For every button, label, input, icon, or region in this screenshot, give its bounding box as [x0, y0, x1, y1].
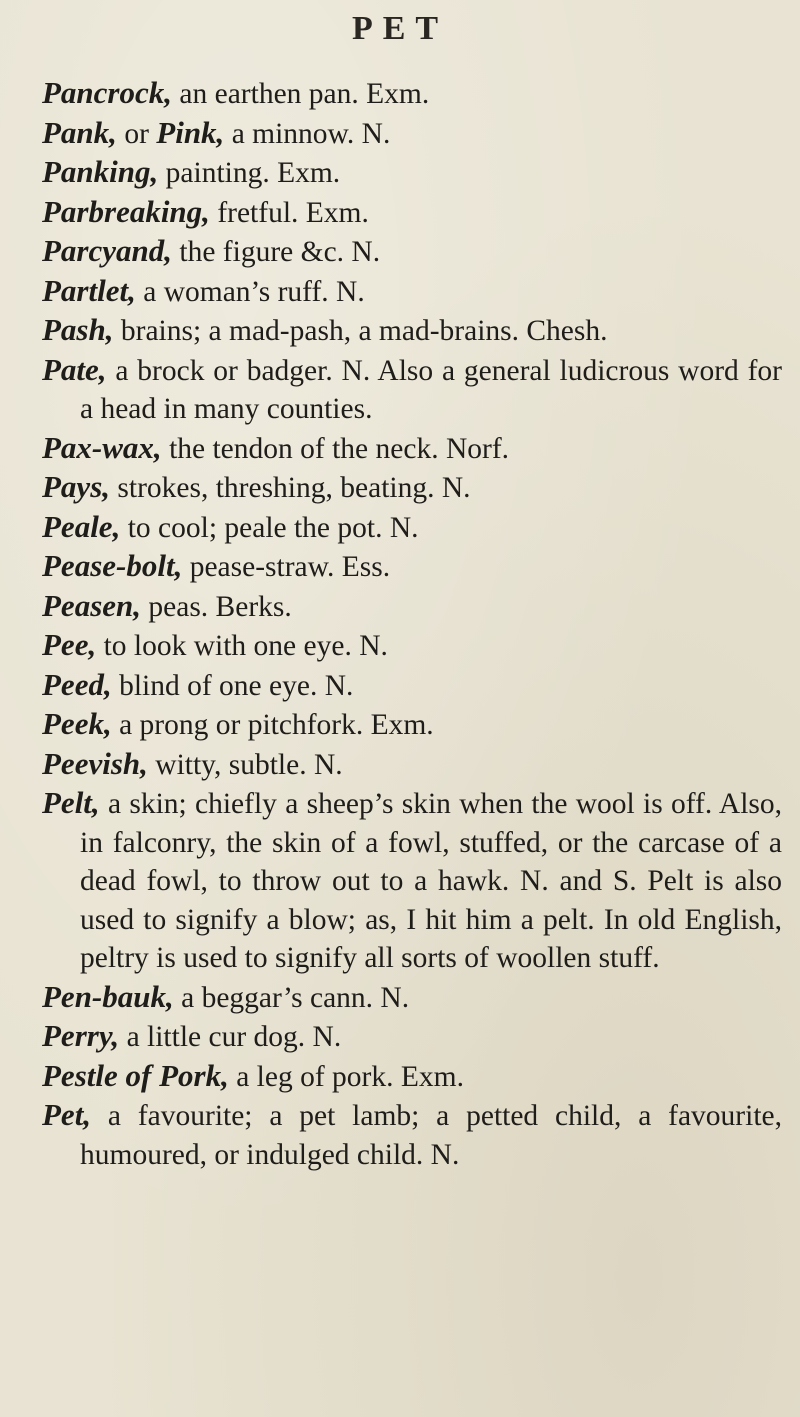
entry-headword: Pank, — [42, 114, 117, 150]
entry-headword: Pestle of Pork, — [42, 1057, 229, 1093]
entry — [42, 1017, 782, 1057]
entry-definition: a beggar’s cann. N. — [173, 981, 410, 1014]
entry-definition: a brock or badger. N. Also a general ludicrous word for a head in many counties. — [80, 354, 782, 425]
entry-headword-variant: Pink, — [156, 114, 225, 150]
entry — [42, 114, 782, 154]
entry — [42, 311, 782, 351]
entry-headword: Pays, — [42, 469, 111, 504]
entry — [42, 626, 782, 666]
entry-headword: Peevish, — [42, 745, 148, 781]
entry-definition: a woman’s ruff. N. — [135, 275, 365, 308]
running-head: PET — [351, 10, 449, 47]
entry-definition: a minnow. N. — [224, 117, 391, 150]
entry — [42, 193, 782, 233]
entry-headword: Pease-bolt, — [42, 548, 183, 583]
entry-definition: pease-straw. Ess. — [182, 551, 391, 583]
entry — [42, 745, 782, 785]
entry-headword: Peasen, — [42, 587, 142, 623]
entry-definition: painting. Exm. — [158, 157, 341, 189]
entry — [42, 272, 782, 312]
entry-headword: Panking, — [42, 154, 159, 189]
entry-definition: a little cur dog. N. — [119, 1021, 342, 1053]
entry-headword: Pet, — [42, 1097, 92, 1132]
entry-definition: brains; a mad-pash, a mad-brains. Chesh. — [113, 315, 608, 347]
entry — [42, 74, 782, 114]
entry — [42, 508, 782, 548]
entry — [42, 429, 782, 469]
entry — [42, 232, 782, 272]
entry-definition: strokes, threshing, beating. N. — [110, 472, 471, 504]
entry-definition: an earthen pan. Exm. — [172, 78, 430, 110]
entry-headword: Pash, — [42, 312, 114, 347]
entry-definition: or — [116, 117, 157, 150]
entry — [42, 468, 782, 508]
entry — [42, 351, 782, 429]
entry-headword: Pancrock, — [42, 75, 173, 110]
entry — [42, 978, 782, 1018]
entry — [42, 1096, 782, 1174]
entry-definition: a favourite; a pet lamb; a petted child, a favourite, humoured, or indulged child. N. — [80, 1100, 782, 1171]
entry — [42, 587, 782, 627]
entry-definition: witty, subtle. N. — [147, 748, 343, 781]
entry-headword: Pee, — [42, 627, 97, 662]
entry-headword: Pelt, — [42, 785, 100, 820]
entry — [42, 705, 782, 745]
entry-headword: Parbreaking, — [42, 193, 210, 229]
entry-definition: to cool; peale the pot. N. — [120, 511, 419, 544]
entry — [42, 547, 782, 587]
entry-definition: blind of one eye. N. — [111, 669, 354, 702]
entry — [42, 666, 782, 706]
entry-headword: Pen-bauk, — [42, 978, 174, 1014]
entry-headword: Pax-wax, — [42, 429, 162, 465]
entry-headword: Perry, — [42, 1018, 120, 1053]
entry-definition: the figure &c. N. — [172, 236, 381, 268]
entry-definition: peas. Berks. — [141, 590, 292, 623]
entry — [42, 153, 782, 193]
entry-headword: Parcyand, — [42, 233, 173, 268]
entry-list — [42, 74, 782, 1174]
entry-definition: a prong or pitchfork. Exm. — [111, 709, 434, 741]
entry-headword: Peale, — [42, 508, 121, 544]
entry-definition: a leg of pork. Exm. — [228, 1060, 464, 1093]
entry — [42, 1057, 782, 1097]
entry-definition: fretful. Exm. — [209, 196, 369, 229]
entry-headword: Peek, — [42, 706, 112, 741]
entry — [42, 784, 782, 978]
entry-definition: to look with one eye. N. — [96, 630, 388, 662]
entry-headword: Partlet, — [42, 272, 136, 308]
entry-headword: Peed, — [42, 666, 112, 702]
entry-definition: the tendon of the neck. Norf. — [161, 432, 510, 465]
entry-headword: Pate, — [42, 351, 107, 387]
entry-definition: a skin; chiefly a sheep’s skin when the wool is off. Also, in falconry, the skin of a fowl, stuffed, or the carcase of a dead fowl, to throw out to a hawk. N. and S. Pelt is also used to signify a blow; as, I hit him a pelt. In old English, peltry is used to signify all sorts of woollen stuff. — [80, 788, 782, 974]
